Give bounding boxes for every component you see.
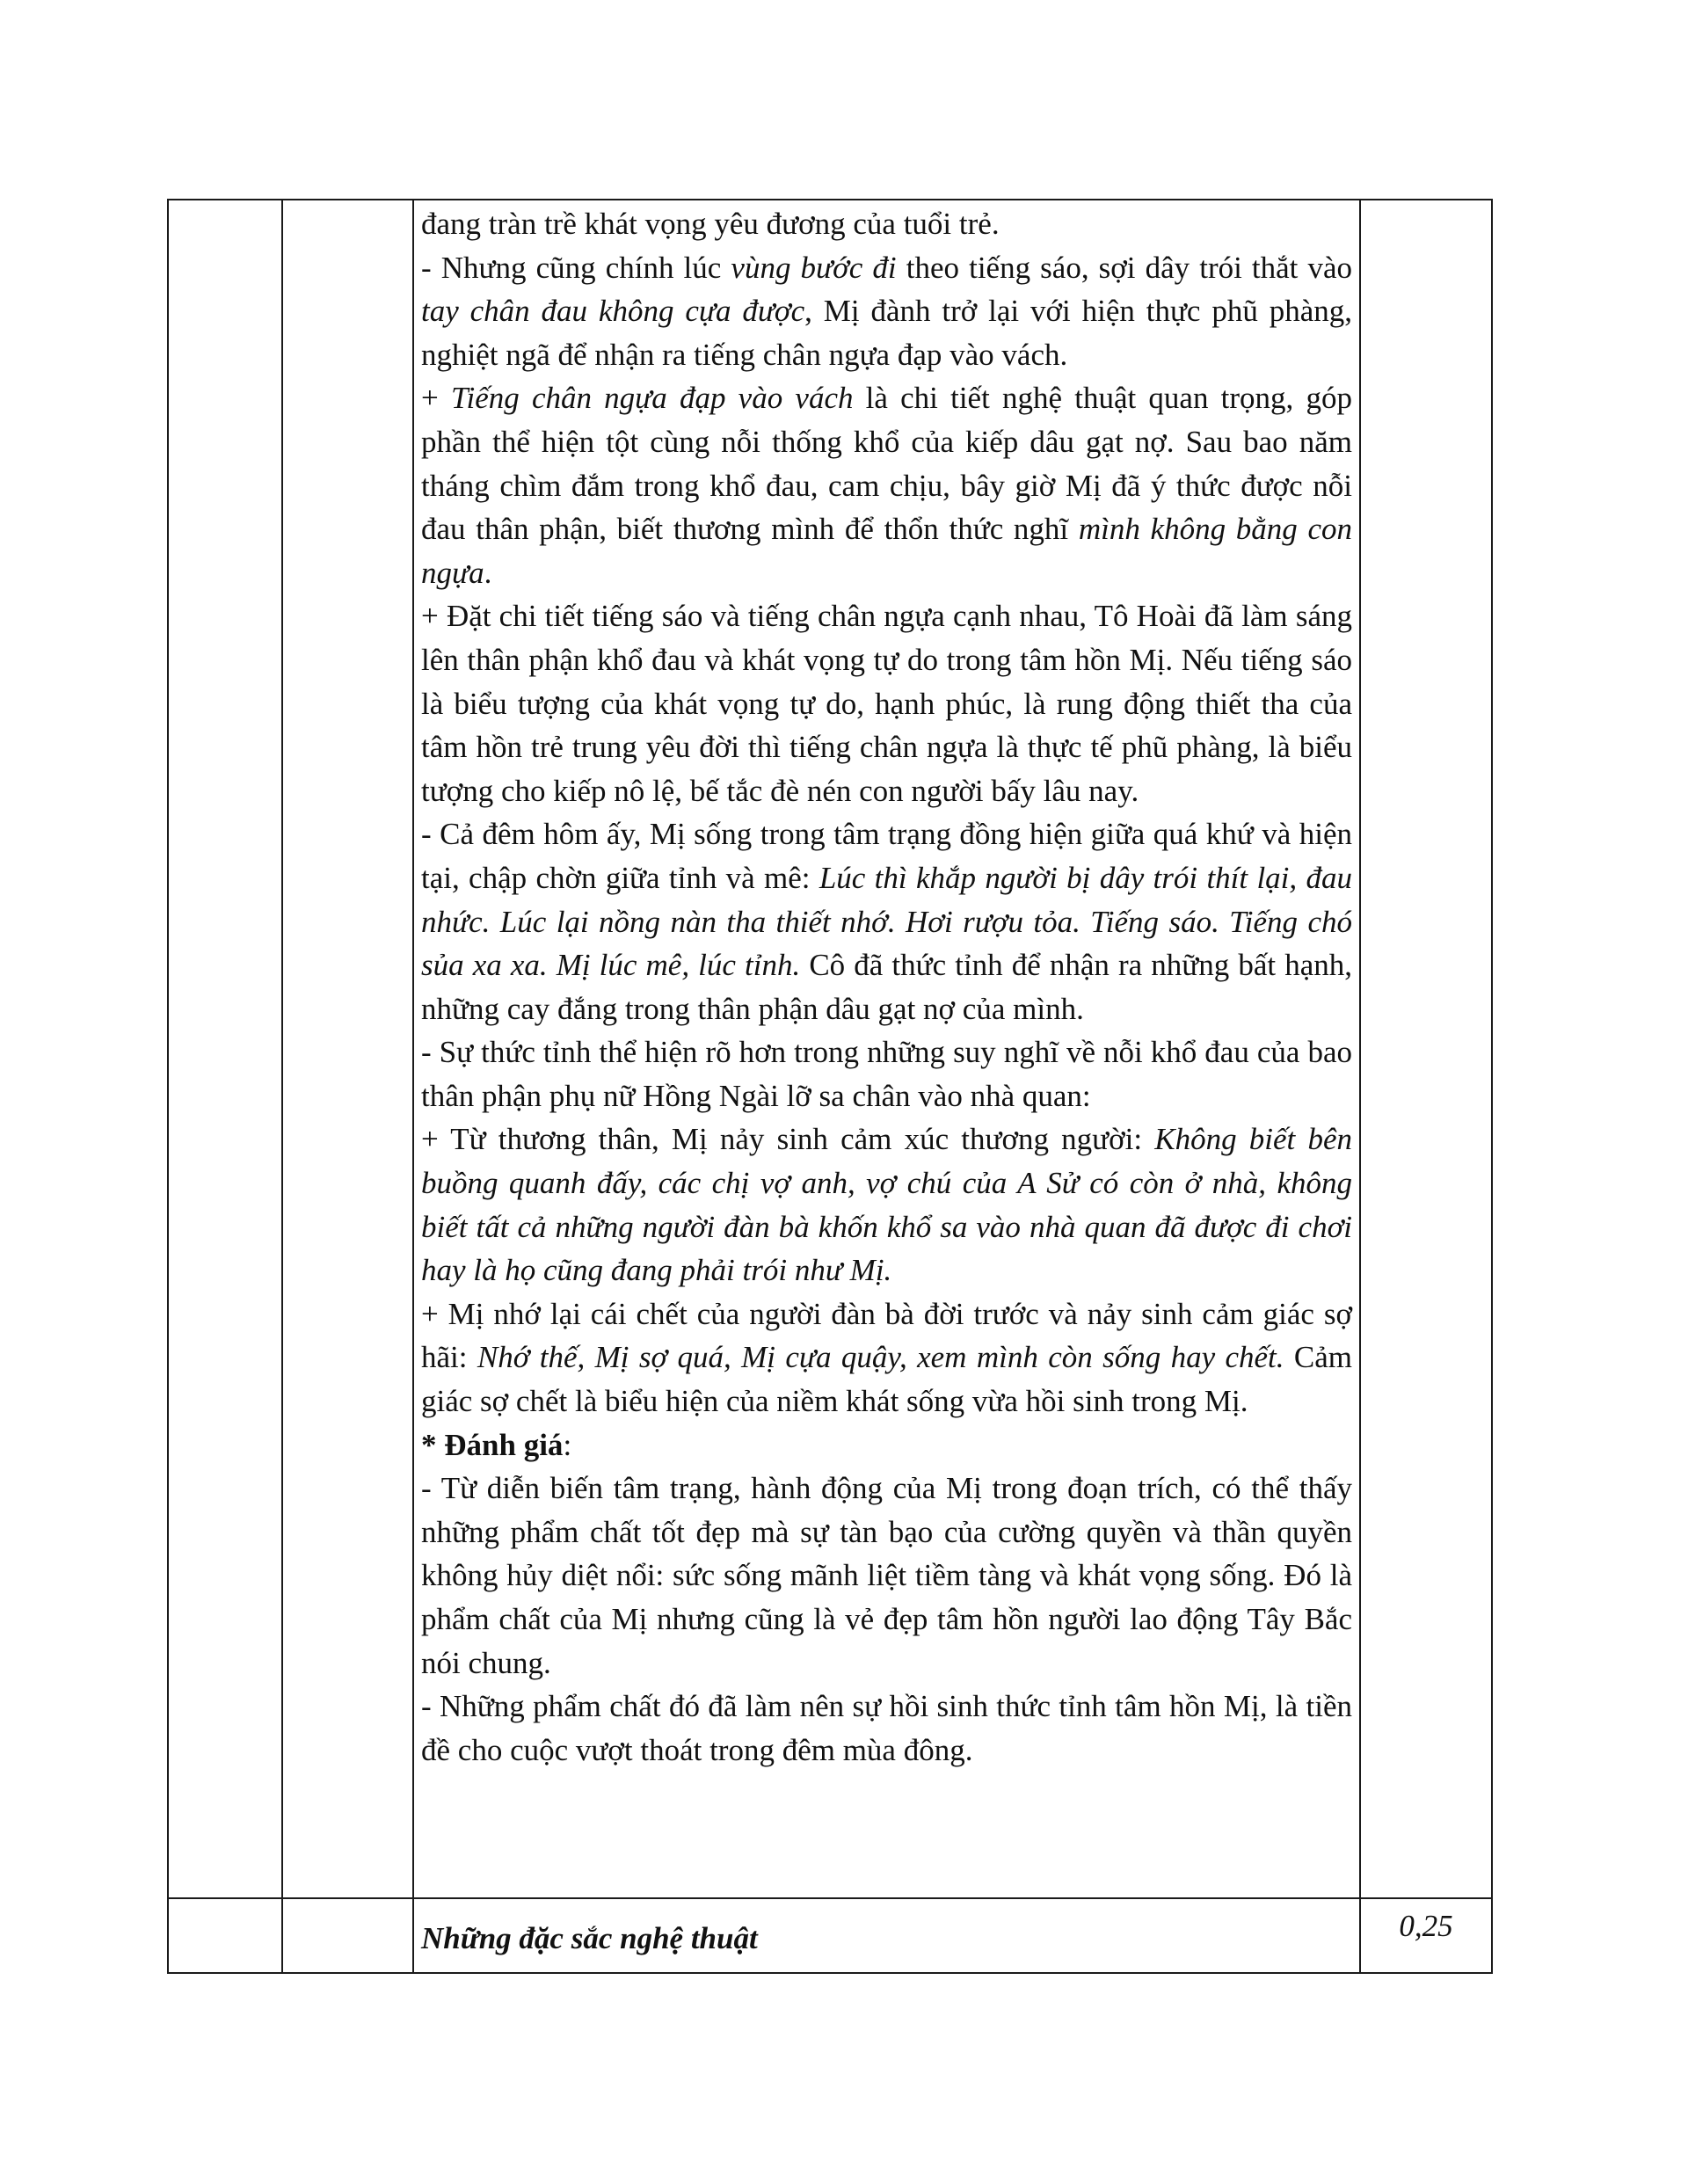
answer-table xyxy=(167,199,1493,1974)
paragraph xyxy=(421,202,1352,246)
text-run: . xyxy=(484,555,492,590)
section-heading-cell xyxy=(413,1898,1360,1973)
text-run: + Đặt chi tiết tiếng sáo và tiếng chân ngựa cạnh nhau, Tô Hoài đã làm sáng lên thân phận khổ đau và khát vọng tự do trong tâm hồn Mị. Nếu tiếng sáo là biểu tượng của khát vọng tự do, hạnh phúc, là rung động thiết tha của tâm hồn trẻ trung yêu đời thì tiếng chân ngựa là thực tế phũ phàng, là biểu tượng cho kiếp nô lệ, bế tắc đè nén con người bấy lâu nay. xyxy=(421,599,1352,808)
section-heading: Những đặc sắc nghệ thuật xyxy=(421,1921,758,1955)
paragraph xyxy=(421,246,1352,377)
text-run: Cảm giác sợ chết là biểu hiện của niềm khát sống vừa hồi sinh trong Mị. xyxy=(421,1340,1353,1419)
paragraph xyxy=(421,1467,1352,1685)
text-run: đang tràn trề khát vọng yêu đương của tuổi trẻ. xyxy=(421,207,1000,241)
paragraph xyxy=(421,812,1352,1030)
score-value: 0,25 xyxy=(1399,1909,1453,1943)
paragraph xyxy=(421,1423,1352,1467)
text-run: + Mị nhớ lại cái chết của người đàn bà đời trước và nảy sinh cảm giác sợ hãi: xyxy=(421,1296,1352,1375)
paragraph xyxy=(421,1117,1352,1292)
text-run: - Từ diễn biến tâm trạng, hành động của Mị trong đoạn trích, có thể thấy những phẩm chất tốt đẹp mà sự tàn bạo của cường quyền và thần quyền không hủy diệt nổi: sức sống mãnh liệt tiềm tàng và khát vọng sống. Đó là phẩm chất của Mị nhưng cũng là vẻ đẹp tâm hồn người lao động Tây Bắc nói chung. xyxy=(421,1471,1352,1680)
paragraph xyxy=(421,1292,1352,1423)
quoted-text: vùng bước đi xyxy=(731,250,897,285)
table-row-heading xyxy=(168,1898,1492,1973)
sub-question-cell xyxy=(282,1898,413,1973)
text-run: - Những phẩm chất đó đã làm nên sự hồi sinh thức tỉnh tâm hồn Mị, là tiền đề cho cuộc vượt thoát trong đêm mùa đông. xyxy=(421,1689,1352,1767)
paragraph xyxy=(421,1685,1352,1772)
question-number-cell xyxy=(168,1898,282,1973)
bold-label: * Đánh giá xyxy=(421,1427,564,1462)
text-run: + Từ thương thân, Mị nảy sinh cảm xúc thương người: xyxy=(421,1122,1155,1157)
text-run: + xyxy=(421,381,451,416)
paragraph xyxy=(421,594,1352,812)
quoted-text: mình không bằng con ngựa xyxy=(421,512,1352,590)
sub-question-cell xyxy=(282,200,413,1898)
answer-content xyxy=(414,200,1359,1775)
quoted-text: Không biết bên buồng quanh đấy, các chị vợ anh, vợ chú của A Sử có còn ở nhà, không biết tất cả những người đàn bà khốn khổ sa vào nhà quan đã được đi chơi hay là họ cũng đang phải trói như Mị. xyxy=(421,1122,1352,1288)
quoted-text: tay chân đau không cựa được xyxy=(421,294,805,329)
quoted-text: Nhớ thế, Mị sợ quá, Mị cựa quậy, xem mình còn sống hay chết. xyxy=(477,1340,1284,1375)
quoted-text: Lúc thì khắp người bị dây trói thít lại, đau nhức. Lúc lại nồng nàn tha thiết nhớ. Hơi rượu tỏa. Tiếng sáo. Tiếng chó sủa xa xa. Mị lúc mê, lúc tỉnh. xyxy=(421,860,1352,983)
text-run: - Cả đêm hôm ấy, Mị sống trong tâm trạng đồng hiện giữa quá khứ và hiện tại, chập chờn giữa tỉnh và mê: xyxy=(421,817,1352,895)
text-run: - Nhưng cũng chính lúc xyxy=(421,250,731,285)
quoted-text: Tiếng chân ngựa đạp vào vách xyxy=(450,381,854,416)
table-row-content xyxy=(168,200,1492,1898)
text-run: - Sự thức tỉnh thể hiện rõ hơn trong những suy nghĩ về nỗi khổ đau của bao thân phận phụ nữ Hồng Ngài lỡ sa chân vào nhà quan: xyxy=(421,1035,1352,1113)
question-number-cell xyxy=(168,200,282,1898)
text-run: theo tiếng sáo, sợi dây trói thắt vào xyxy=(896,250,1353,285)
text-run: : xyxy=(563,1427,572,1462)
paragraph xyxy=(421,376,1352,594)
text-run: Cô đã thức tỉnh để nhận ra những bất hạnh, những cay đắng trong thân phận dâu gạt nợ của mình. xyxy=(421,948,1352,1026)
text-run: , Mị đành trở lại với hiện thực phũ phàng, nghiệt ngã để nhận ra tiếng chân ngựa đạp vào vách. xyxy=(421,294,1352,372)
paragraph xyxy=(421,1030,1352,1117)
score-cell-empty xyxy=(1360,200,1492,1898)
score-cell xyxy=(1360,1898,1492,1973)
text-run: là chi tiết nghệ thuật quan trọng, góp phần thể hiện tột cùng nỗi thống khổ của kiếp dâu gạt nợ. Sau bao năm tháng chìm đắm trong khổ đau, cam chịu, bây giờ Mị đã ý thức được nỗi đau thân phận, biết thương mình để thổn thức nghĩ xyxy=(421,381,1352,547)
answer-content-cell xyxy=(413,200,1360,1898)
